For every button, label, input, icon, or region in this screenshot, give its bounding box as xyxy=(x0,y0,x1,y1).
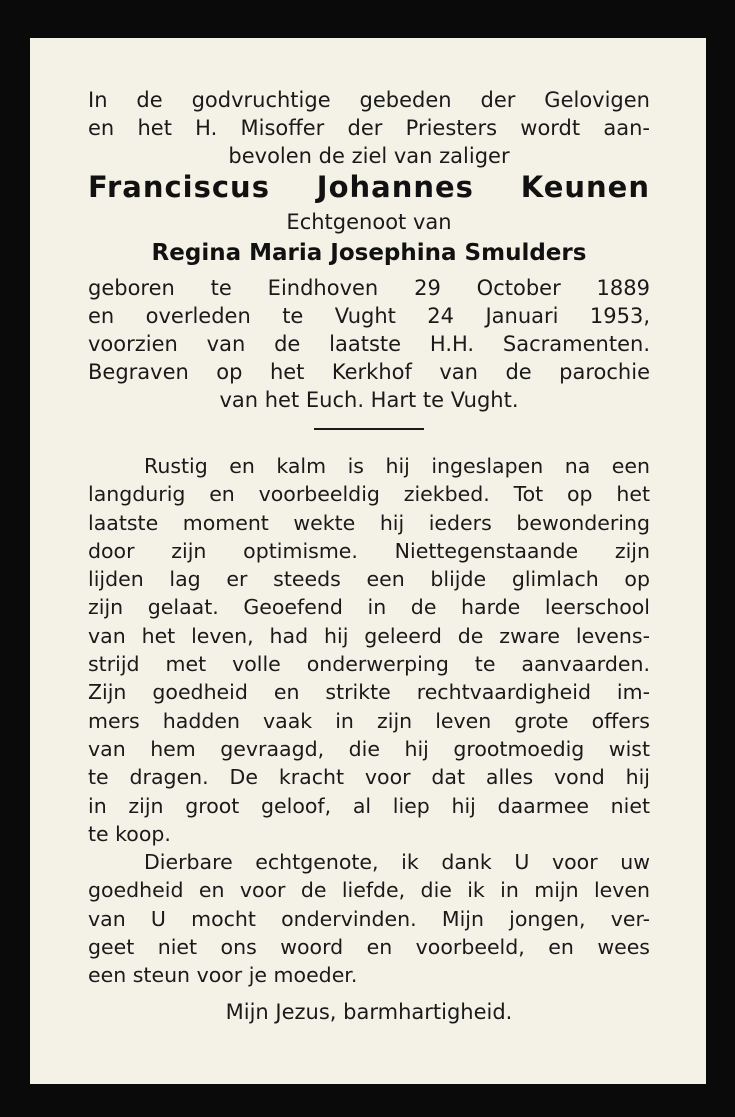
body-line: langdurig en voorbeeldig ziekbed. Tot op het xyxy=(88,482,650,507)
spouse-name: Regina Maria Josephina Smulders xyxy=(151,240,587,266)
body-line: geet niet ons woord en voorbeeld, en wees xyxy=(88,935,650,960)
spouse-prefix: Echtgenoot van xyxy=(286,210,452,234)
body-line: van U mocht ondervinden. Mijn jongen, ver- xyxy=(88,906,650,931)
details-line: voorzien van de laatste H.H. Sacramenten. xyxy=(88,332,650,356)
life-details xyxy=(88,274,650,414)
intro-line: bevolen de ziel van zaliger xyxy=(228,144,510,168)
body-line: te koop. xyxy=(88,821,171,846)
body-line: van hem gevraagd, die hij grootmoedig wist xyxy=(88,736,650,761)
closing-prayer: Mijn Jezus, barmhartigheid. xyxy=(225,1000,513,1024)
body-line: van het leven, had hij geleerd de zware levens- xyxy=(88,623,650,648)
deceased-name xyxy=(88,170,650,204)
body-line: door zijn optimisme. Niettegenstaande zijn xyxy=(88,538,650,563)
body-line: Dierbare echtgenote, ik dank U voor uw xyxy=(144,850,650,875)
body-line: een steun voor je moeder. xyxy=(88,963,358,988)
details-line: geboren te Eindhoven 29 October 1889 xyxy=(88,276,650,300)
details-line: van het Euch. Hart te Vught. xyxy=(219,388,519,412)
details-line: en overleden te Vught 24 Januari 1953, xyxy=(88,304,650,328)
memorial-card xyxy=(30,38,706,1084)
intro-line: en het H. Misoffer der Priesters wordt aan- xyxy=(88,116,650,140)
body-line: in zijn groot geloof, al liep hij daarmee niet xyxy=(88,793,650,818)
body-line: te dragen. De kracht voor dat alles vond hij xyxy=(88,765,650,790)
body-line: Zijn goedheid en strikte rechtvaardigheid im- xyxy=(88,680,650,705)
body-line: lijden lag er steeds een blijde glimlach op xyxy=(88,567,650,592)
intro-line: In de godvruchtige gebeden der Gelovigen xyxy=(88,88,650,112)
body-line: strijd met volle onderwerping te aanvaarden. xyxy=(88,652,650,677)
body-line: zijn gelaat. Geoefend in de harde leerschool xyxy=(88,595,650,620)
body-line: mers hadden vaak in zijn leven grote offers xyxy=(88,708,650,733)
divider xyxy=(314,428,424,430)
body-text xyxy=(88,452,650,990)
details-line: Begraven op het Kerkhof van de parochie xyxy=(88,360,650,384)
body-line: laatste moment wekte hij ieders bewondering xyxy=(88,510,650,535)
body-line: Rustig en kalm is hij ingeslapen na een xyxy=(144,454,650,478)
deceased-last-name: Keunen xyxy=(520,170,650,204)
body-line: goedheid en voor de liefde, die ik in mijn leven xyxy=(88,878,650,903)
intro-text xyxy=(88,86,650,170)
deceased-first-name: Franciscus xyxy=(88,170,270,204)
deceased-middle-name: Johannes xyxy=(316,170,474,204)
